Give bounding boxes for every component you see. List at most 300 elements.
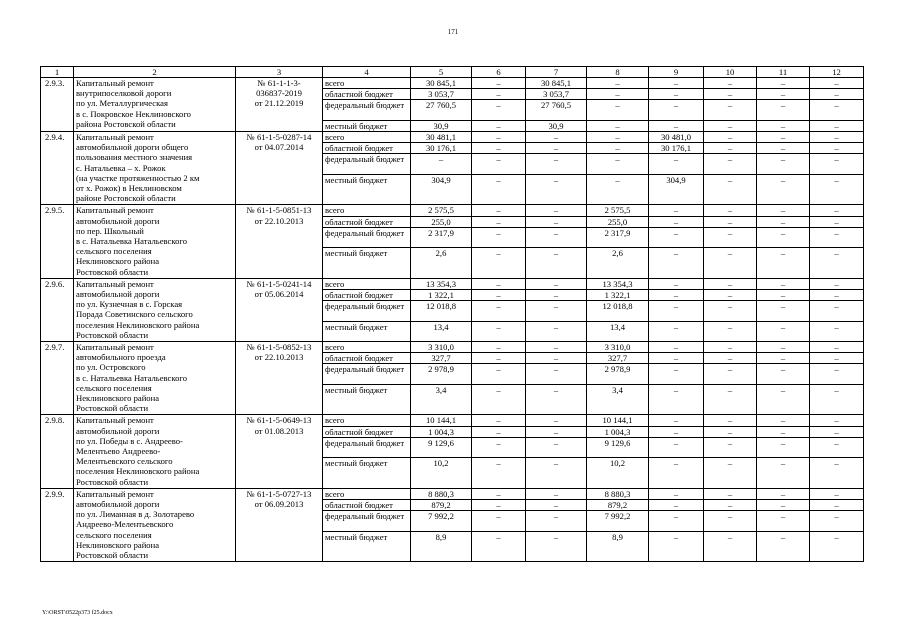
funding-value: – (704, 458, 757, 489)
funding-value: – (810, 301, 864, 321)
funding-value: – (472, 100, 526, 120)
funding-value: 2 575,5 (411, 205, 472, 216)
funding-value: – (757, 143, 810, 154)
funding-value: – (810, 437, 864, 457)
column-number-row (41, 67, 864, 78)
funding-value: – (810, 458, 864, 489)
funding-value: – (587, 100, 649, 120)
item-document: № 61-1-5-0241-14 от 05.06.2014 (246, 278, 312, 299)
funding-value: – (757, 321, 810, 341)
item-document-cell (236, 278, 323, 341)
funding-value: 9 129,6 (587, 437, 649, 457)
funding-value: – (757, 437, 810, 457)
funding-source: местный бюджет (323, 120, 411, 131)
funding-value: 8 880,3 (587, 488, 649, 499)
funding-value: 255,0 (587, 216, 649, 227)
funding-value: – (757, 499, 810, 510)
funding-value: – (810, 488, 864, 499)
funding-value: – (649, 426, 704, 437)
funding-value: – (587, 174, 649, 205)
funding-source: всего (323, 415, 411, 426)
funding-value: – (810, 205, 864, 216)
item-name-cell (74, 341, 236, 414)
funding-value: – (472, 458, 526, 489)
funding-value: – (526, 174, 587, 205)
funding-source: местный бюджет (323, 531, 411, 562)
funding-source: местный бюджет (323, 321, 411, 341)
funding-value: 13,4 (587, 321, 649, 341)
column-header: 8 (587, 67, 649, 78)
column-header: 9 (649, 67, 704, 78)
funding-value: – (810, 531, 864, 562)
funding-value: – (649, 321, 704, 341)
funding-value: – (472, 364, 526, 384)
table-row (41, 415, 864, 426)
item-name: Капитальный ремонт внутрипоселковой дороги по ул. Металлургическая в с. Покровское Неклиновского района Ростовской области (76, 78, 191, 129)
funding-value: – (810, 78, 864, 89)
funding-value: – (472, 353, 526, 364)
funding-value: – (810, 89, 864, 100)
funding-value: – (649, 154, 704, 174)
funding-value: 2 978,9 (587, 364, 649, 384)
funding-value: – (649, 78, 704, 89)
funding-value: – (704, 216, 757, 227)
funding-value: – (810, 174, 864, 205)
table-row (41, 278, 864, 289)
funding-value: – (526, 154, 587, 174)
funding-value: 7 992,2 (587, 511, 649, 531)
funding-value: 30,9 (411, 120, 472, 131)
funding-value: 30 845,1 (411, 78, 472, 89)
funding-source: федеральный бюджет (323, 100, 411, 120)
item-code: 2.9.9. (41, 488, 74, 561)
table-row (41, 341, 864, 352)
funding-value: – (649, 488, 704, 499)
funding-value: – (411, 154, 472, 174)
funding-value: – (704, 154, 757, 174)
item-document-cell (236, 415, 323, 488)
funding-source: всего (323, 132, 411, 143)
funding-value: – (472, 426, 526, 437)
column-header: 6 (472, 67, 526, 78)
funding-value: 30 481,0 (649, 132, 704, 143)
funding-value: 12 018,8 (411, 301, 472, 321)
funding-value: – (472, 154, 526, 174)
funding-value: – (649, 216, 704, 227)
funding-value: – (472, 227, 526, 247)
funding-value: – (472, 488, 526, 499)
item-document-cell (236, 78, 323, 132)
funding-value: – (704, 174, 757, 205)
funding-value: – (649, 499, 704, 510)
funding-value: 12 018,8 (587, 301, 649, 321)
funding-value: – (757, 301, 810, 321)
funding-value: – (649, 384, 704, 415)
item-code: 2.9.4. (41, 132, 74, 205)
funding-value: – (810, 289, 864, 300)
funding-value: – (649, 289, 704, 300)
item-document-cell (236, 488, 323, 561)
funding-value: – (704, 511, 757, 531)
funding-value: 30 845,1 (526, 78, 587, 89)
funding-source: областной бюджет (323, 89, 411, 100)
item-name-cell (74, 415, 236, 488)
funding-value: – (587, 78, 649, 89)
funding-value: 304,9 (649, 174, 704, 205)
funding-value: 2,6 (411, 248, 472, 279)
funding-value: 304,9 (411, 174, 472, 205)
item-code: 2.9.3. (41, 78, 74, 132)
item-code: 2.9.8. (41, 415, 74, 488)
funding-value: – (649, 278, 704, 289)
funding-value: – (587, 89, 649, 100)
item-code: 2.9.6. (41, 278, 74, 341)
program-table (40, 66, 864, 562)
funding-value: – (757, 488, 810, 499)
funding-value: – (472, 132, 526, 143)
funding-value: – (526, 143, 587, 154)
funding-value: – (649, 353, 704, 364)
funding-value: – (649, 511, 704, 531)
funding-value: – (757, 120, 810, 131)
table-row (41, 78, 864, 89)
funding-value: – (472, 511, 526, 531)
funding-value: – (649, 248, 704, 279)
funding-value: – (757, 364, 810, 384)
funding-value: – (526, 216, 587, 227)
funding-source: всего (323, 278, 411, 289)
funding-value: – (757, 531, 810, 562)
funding-value: – (810, 353, 864, 364)
funding-value: 10 144,1 (411, 415, 472, 426)
funding-source: областной бюджет (323, 289, 411, 300)
funding-value: 3 053,7 (411, 89, 472, 100)
funding-value: – (757, 216, 810, 227)
funding-value: 27 760,5 (526, 100, 587, 120)
funding-value: – (526, 426, 587, 437)
funding-value: – (810, 384, 864, 415)
funding-value: – (526, 321, 587, 341)
funding-value: – (704, 248, 757, 279)
funding-value: – (704, 499, 757, 510)
funding-value: 8 880,3 (411, 488, 472, 499)
funding-value: – (649, 364, 704, 384)
funding-value: 255,0 (411, 216, 472, 227)
funding-value: – (810, 364, 864, 384)
item-name-cell (74, 132, 236, 205)
funding-value: – (526, 132, 587, 143)
funding-value: – (757, 353, 810, 364)
item-name-cell (74, 205, 236, 278)
column-header: 7 (526, 67, 587, 78)
funding-value: – (704, 78, 757, 89)
funding-value: – (757, 384, 810, 415)
column-header: 5 (411, 67, 472, 78)
funding-value: – (704, 531, 757, 562)
funding-value: – (757, 174, 810, 205)
funding-value: – (526, 511, 587, 531)
funding-value: – (526, 531, 587, 562)
funding-value: 30,9 (526, 120, 587, 131)
file-path-footer: Y:\ORST\0522p373 f25.docx (42, 610, 113, 616)
funding-value: – (704, 364, 757, 384)
funding-value: – (810, 321, 864, 341)
item-document: № 61-1-5-0727-13 от 06.09.2013 (246, 488, 312, 509)
funding-value: – (649, 100, 704, 120)
funding-value: – (587, 143, 649, 154)
funding-source: областной бюджет (323, 143, 411, 154)
funding-value: – (810, 143, 864, 154)
funding-value: – (472, 437, 526, 457)
funding-value: – (810, 511, 864, 531)
item-name: Капитальный ремонт автомобильной дороги по ул. Победы в с. Андреево- Мелентьево Андреево- Мелентьевского сельского поселения Неклиновского района Ростовской области (76, 415, 200, 487)
funding-value: – (810, 278, 864, 289)
funding-value: – (704, 120, 757, 131)
funding-value: – (704, 353, 757, 364)
funding-value: – (704, 437, 757, 457)
funding-value: – (704, 100, 757, 120)
funding-value: – (810, 499, 864, 510)
column-header: 2 (74, 67, 236, 78)
funding-value: – (526, 341, 587, 352)
funding-value: – (526, 301, 587, 321)
funding-source: всего (323, 78, 411, 89)
funding-value: 1 322,1 (411, 289, 472, 300)
item-document: № 61-1-5-0287-14 от 04.07.2014 (246, 132, 312, 153)
funding-value: – (704, 301, 757, 321)
funding-source: областной бюджет (323, 216, 411, 227)
funding-value: – (704, 321, 757, 341)
funding-value: 3 310,0 (587, 341, 649, 352)
funding-value: – (472, 278, 526, 289)
item-name-cell (74, 278, 236, 341)
item-document: № 61-1-5-0851-13 от 22.10.2013 (246, 205, 312, 226)
column-header: 1 (41, 67, 74, 78)
funding-value: – (526, 437, 587, 457)
funding-source: областной бюджет (323, 353, 411, 364)
funding-value: 1 004,3 (587, 426, 649, 437)
funding-value: – (649, 205, 704, 216)
funding-value: – (526, 227, 587, 247)
funding-value: – (472, 341, 526, 352)
funding-value: 1 004,3 (411, 426, 472, 437)
funding-value: – (757, 100, 810, 120)
funding-value: 2 317,9 (411, 227, 472, 247)
column-header: 4 (323, 67, 411, 78)
funding-value: – (649, 341, 704, 352)
funding-value: 30 176,1 (649, 143, 704, 154)
funding-value: – (472, 120, 526, 131)
funding-value: 879,2 (587, 499, 649, 510)
funding-value: 3,4 (411, 384, 472, 415)
column-header: 11 (757, 67, 810, 78)
funding-value: – (704, 341, 757, 352)
item-document: № 61-1-1-3- 036837-2019 от 21.12.2019 (254, 78, 304, 109)
funding-value: 2,6 (587, 248, 649, 279)
funding-value: – (810, 120, 864, 131)
funding-value: 10,2 (411, 458, 472, 489)
funding-value: – (757, 511, 810, 531)
funding-value: – (526, 458, 587, 489)
funding-value: – (704, 289, 757, 300)
table-row (41, 205, 864, 216)
funding-source: федеральный бюджет (323, 301, 411, 321)
item-name: Капитальный ремонт автомобильной дороги по ул. Кузнечная в с. Горская Порада Советинского сельского поселения Неклиновского района Ростовской области (76, 278, 200, 340)
funding-value: – (526, 488, 587, 499)
funding-value: – (704, 278, 757, 289)
funding-value: – (810, 415, 864, 426)
funding-value: – (472, 289, 526, 300)
funding-value: – (757, 132, 810, 143)
item-name: Капитальный ремонт автомобильной дороги общего пользования местного значения с. Натальевка – х. Рожок (на участке протяженностью 2 км от х. Рожок) в Неклиновском районе Ростовской области (76, 132, 200, 204)
funding-source: областной бюджет (323, 499, 411, 510)
funding-value: – (526, 248, 587, 279)
funding-value: 8,9 (411, 531, 472, 562)
funding-value: – (526, 364, 587, 384)
table-row (41, 132, 864, 143)
item-document: № 61-1-5-0852-13 от 22.10.2013 (246, 341, 312, 363)
funding-value: – (649, 531, 704, 562)
funding-value: – (472, 248, 526, 279)
funding-value: – (649, 120, 704, 131)
funding-value: – (649, 437, 704, 457)
funding-value: – (704, 384, 757, 415)
funding-value: – (472, 415, 526, 426)
funding-value: – (757, 78, 810, 89)
funding-value: – (526, 289, 587, 300)
funding-value: – (810, 341, 864, 352)
funding-source: областной бюджет (323, 426, 411, 437)
funding-value: – (757, 289, 810, 300)
funding-value: – (587, 120, 649, 131)
funding-value: – (757, 458, 810, 489)
funding-value: – (757, 278, 810, 289)
funding-value: 7 992,2 (411, 511, 472, 531)
funding-value: – (757, 426, 810, 437)
item-name: Капитальный ремонт автомобильной дороги по пер. Школьный в с. Натальевка Натальевского сельского поселения Неклиновского района Ростовской области (76, 205, 187, 277)
funding-value: – (810, 248, 864, 279)
funding-value: 9 129,6 (411, 437, 472, 457)
funding-value: – (649, 415, 704, 426)
funding-source: федеральный бюджет (323, 227, 411, 247)
funding-source: всего (323, 488, 411, 499)
funding-source: федеральный бюджет (323, 511, 411, 531)
funding-value: – (472, 143, 526, 154)
funding-source: местный бюджет (323, 458, 411, 489)
funding-value: – (704, 89, 757, 100)
funding-value: – (757, 154, 810, 174)
funding-value: – (587, 132, 649, 143)
item-code: 2.9.7. (41, 341, 74, 414)
column-header: 10 (704, 67, 757, 78)
funding-value: – (810, 227, 864, 247)
funding-value: – (472, 384, 526, 415)
funding-value: – (810, 426, 864, 437)
funding-value: – (704, 426, 757, 437)
funding-value: 2 317,9 (587, 227, 649, 247)
item-name-cell (74, 488, 236, 561)
funding-source: федеральный бюджет (323, 364, 411, 384)
funding-value: – (472, 499, 526, 510)
funding-value: 3 310,0 (411, 341, 472, 352)
funding-value: 3,4 (587, 384, 649, 415)
item-code: 2.9.5. (41, 205, 74, 278)
funding-value: – (526, 499, 587, 510)
funding-value: – (526, 353, 587, 364)
funding-value: 879,2 (411, 499, 472, 510)
funding-value: – (472, 531, 526, 562)
funding-value: – (704, 205, 757, 216)
item-name: Капитальный ремонт автомобильной дороги по ул. Лиманная в д. Золотарево Андреево-Мелентьевского сельского поселения Неклиновского района Ростовской области (76, 488, 195, 560)
funding-source: местный бюджет (323, 384, 411, 415)
funding-value: – (704, 132, 757, 143)
funding-value: – (757, 227, 810, 247)
funding-value: – (526, 278, 587, 289)
funding-value: – (472, 301, 526, 321)
funding-value: 30 481,1 (411, 132, 472, 143)
funding-value: – (472, 205, 526, 216)
funding-source: всего (323, 205, 411, 216)
funding-source: федеральный бюджет (323, 154, 411, 174)
funding-value: – (810, 154, 864, 174)
funding-value: 327,7 (411, 353, 472, 364)
funding-value: – (757, 205, 810, 216)
funding-value: – (526, 384, 587, 415)
funding-value: – (704, 415, 757, 426)
funding-value: – (757, 415, 810, 426)
funding-value: 8,9 (587, 531, 649, 562)
funding-value: – (649, 458, 704, 489)
funding-value: – (810, 100, 864, 120)
column-header: 3 (236, 67, 323, 78)
funding-value: 3 053,7 (526, 89, 587, 100)
funding-value: – (472, 321, 526, 341)
funding-value: – (757, 341, 810, 352)
table-row (41, 488, 864, 499)
funding-value: – (587, 154, 649, 174)
funding-value: 13 354,3 (411, 278, 472, 289)
funding-value: – (526, 205, 587, 216)
funding-value: – (472, 216, 526, 227)
funding-value: 27 760,5 (411, 100, 472, 120)
funding-value: – (472, 78, 526, 89)
funding-value: – (704, 488, 757, 499)
item-name-cell (74, 78, 236, 132)
funding-value: – (757, 248, 810, 279)
funding-value: – (704, 143, 757, 154)
funding-source: федеральный бюджет (323, 437, 411, 457)
funding-value: 2 575,5 (587, 205, 649, 216)
funding-value: 13,4 (411, 321, 472, 341)
item-document: № 61-1-5-0649-13 от 01.08.2013 (246, 415, 312, 436)
funding-value: – (649, 301, 704, 321)
funding-value: – (472, 174, 526, 205)
funding-source: всего (323, 341, 411, 352)
funding-source: местный бюджет (323, 174, 411, 205)
item-document-cell (236, 341, 323, 414)
funding-value: 10 144,1 (587, 415, 649, 426)
item-document-cell (236, 132, 323, 205)
funding-value: – (810, 132, 864, 143)
funding-value: – (526, 415, 587, 426)
funding-value: 1 322,1 (587, 289, 649, 300)
funding-value: 2 978,9 (411, 364, 472, 384)
funding-value: – (810, 216, 864, 227)
funding-value: 327,7 (587, 353, 649, 364)
column-header: 12 (810, 67, 864, 78)
item-document-cell (236, 205, 323, 278)
funding-source: местный бюджет (323, 248, 411, 279)
